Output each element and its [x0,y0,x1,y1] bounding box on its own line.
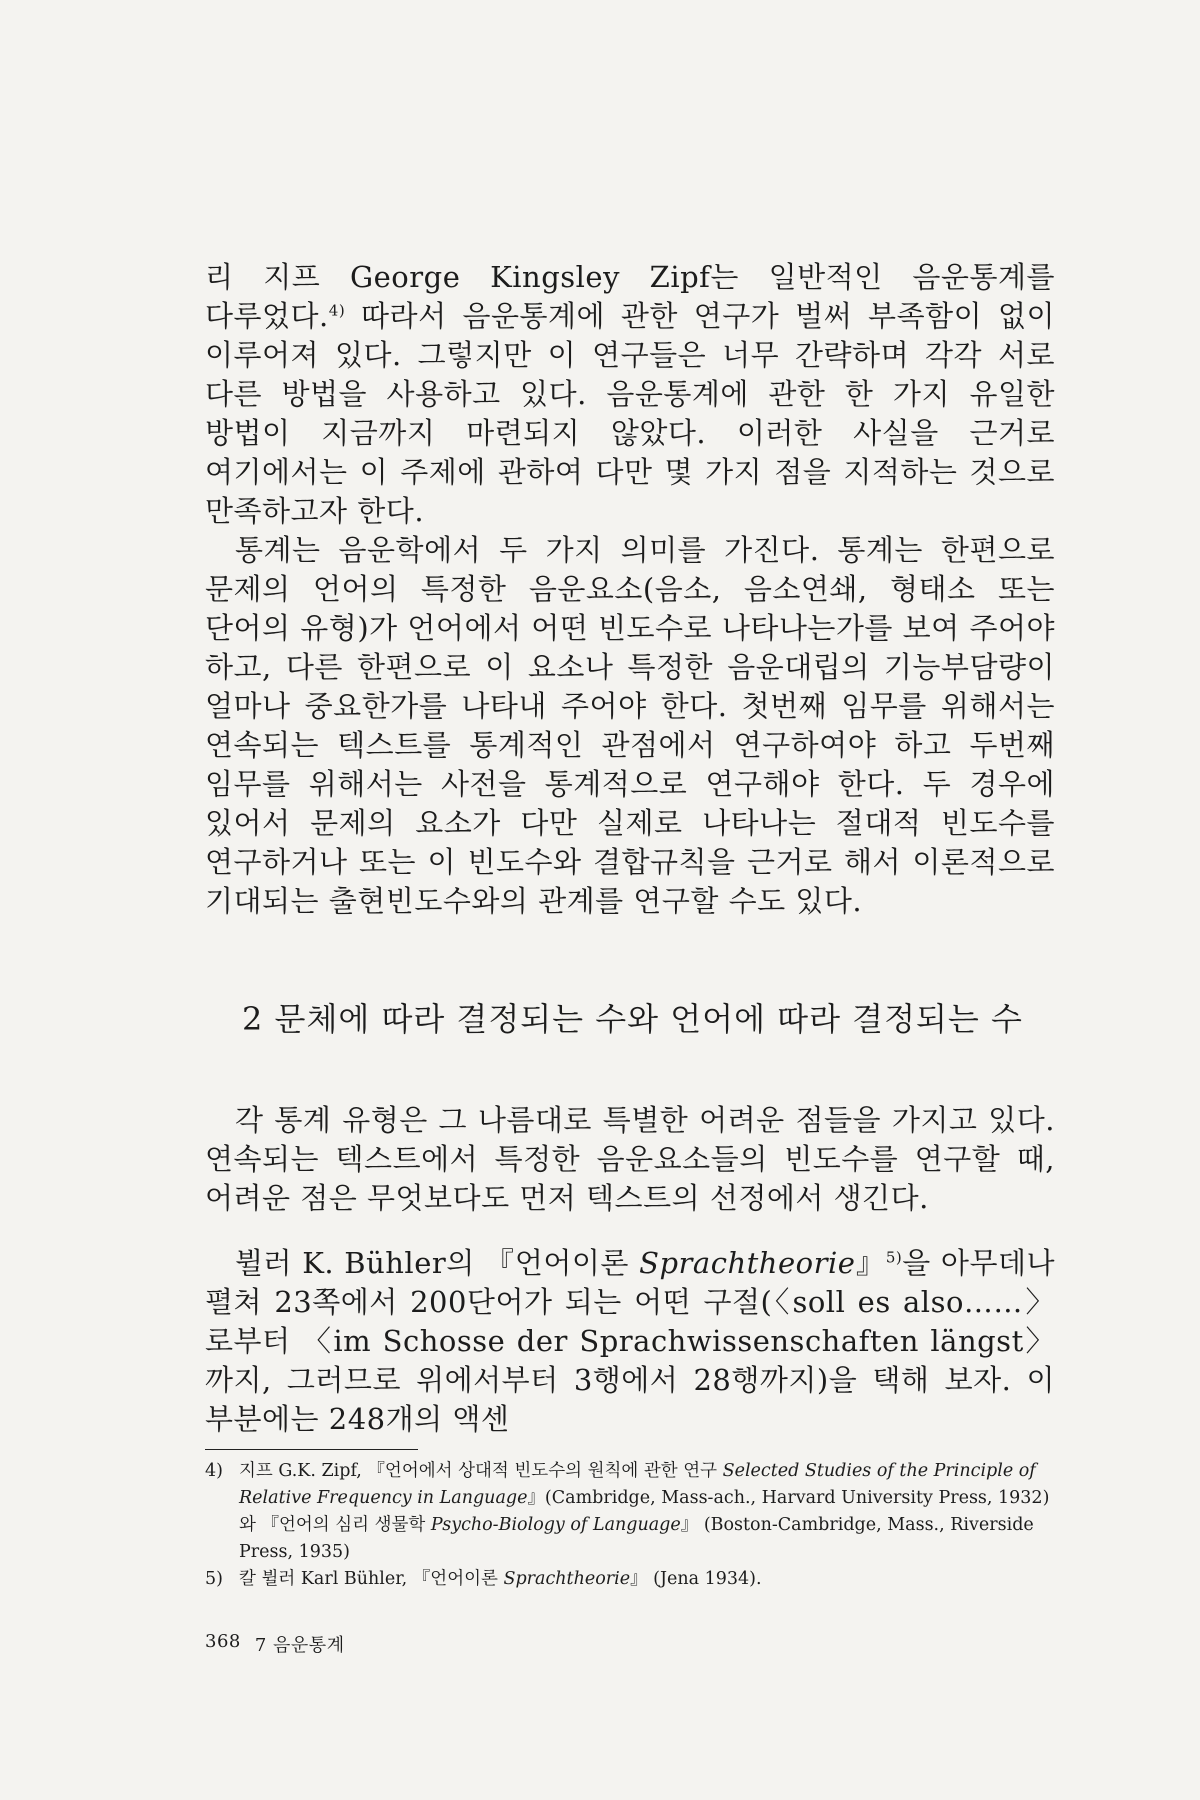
intro-text-1: 리 지프 George Kingsley Zipf는 일반적인 음운통계를 다루었다. [205,260,1055,333]
buhler-text-1: 뷜러 K. Bühler의 『언어이론 [235,1246,640,1280]
buhler-text-3: 을 아무데나 펼쳐 23쪽에서 200단어가 되는 어떤 구절(〈soll es also……〉로부터 〈im Schosse der Sprachwissenschaften längst〉까지, 그러므로 위에서부터 3행에서 28행까지)을 택해 보자. 이 부분에는 248개의 액센 [205,1246,1055,1436]
page-footer [205,1631,1055,1657]
page-number: 368 [205,1631,241,1652]
intro-paragraph [205,258,1055,531]
buhler-text-2: 』 [855,1246,886,1280]
intro-text-2: 따라서 음운통계에 관한 연구가 벌써 부족함이 없이 이루어져 있다. 그렇지만 이 연구들은 너무 간략하며 각각 서로 다른 방법을 사용하고 있다. 음운통계에 관한 한 가지 유일한 방법이 지금까지 마련되지 않았다. 이러한 사실을 근거로 여기에서는 이 주제에 관하여 다만 몇 가지 점을 지적하는 것으로 만족하고자 한다. [205,299,1055,528]
footnotes [205,1458,1055,1593]
book-page [205,258,1055,1657]
buhler-title-italic: Sprachtheorie [639,1246,856,1280]
footnote-number: 5) [205,1569,223,1589]
footnote-divider [205,1449,418,1450]
footnote-4 [205,1458,1055,1566]
footnote-ref-5: 5) [885,1248,903,1267]
section-heading: 2 문체에 따라 결정되는 수와 언어에 따라 결정되는 수 [242,1000,1023,1038]
footnote-text: 칼 뷜러 Karl Bühler, 『언어이론 Sprachtheorie』 (Jena 1934). [239,1569,762,1589]
footnote-number: 4) [205,1461,223,1481]
buhler-paragraph [205,1244,1055,1439]
text-type-paragraph: 각 통계 유형은 그 나름대로 특별한 어려운 점들을 가지고 있다. 연속되는 텍스트에서 특정한 음운요소들의 빈도수를 연구할 때, 어려운 점은 무엇보다도 먼저 텍스트의 선정에서 생긴다. [205,1103,1055,1215]
footnote-ref-4: 4) [328,301,346,320]
footnote-5 [205,1566,1055,1593]
running-chapter-title: 7 음운통계 [254,1635,345,1656]
footnote-text: 지프 G.K. Zipf, 『언어에서 상대적 빈도수의 원칙에 관한 연구 Selected Studies of the Principle of Relative Frequency in Language』(Cambridge, Mass-ach., Harvard University Press, 1932)와 『언어의 심리 생물학 Psycho-Biology of Language』 (Boston-Cambridge, Mass., Riverside Press, 1935) [239,1461,1050,1562]
statistics-paragraph: 통계는 음운학에서 두 가지 의미를 가진다. 통계는 한편으로 문제의 언어의 특정한 음운요소(음소, 음소연쇄, 형태소 또는 단어의 유형)가 언어에서 어떤 빈도수로 나타나는가를 보여 주어야 하고, 다른 한편으로 이 요소나 특정한 음운대립의 기능부담량이 얼마나 중요한가를 나타내 주어야 한다. 첫번째 임무를 위해서는 연속되는 텍스트를 통계적인 관점에서 연구하여야 하고 두번째 임무를 위해서는 사전을 통계적으로 연구해야 한다. 두 경우에 있어서 문제의 요소가 다만 실제로 나타나는 절대적 빈도수를 연구하거나 또는 이 빈도수와 결합규칙을 근거로 해서 이론적으로 기대되는 출현빈도수와의 관계를 연구할 수도 있다. [205,533,1055,918]
